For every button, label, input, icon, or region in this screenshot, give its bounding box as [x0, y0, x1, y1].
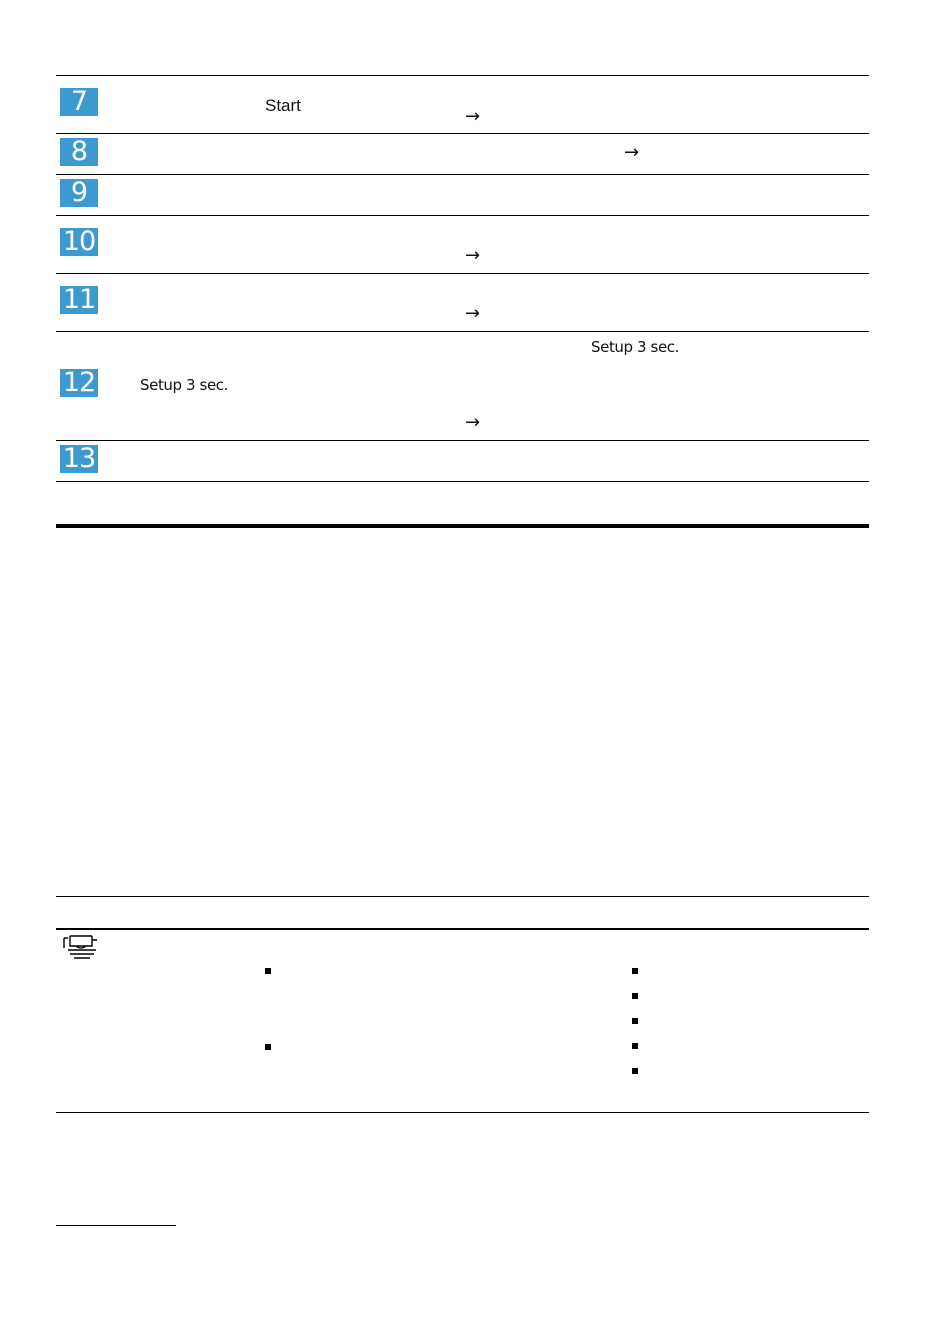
table-rule	[56, 440, 869, 441]
list-bullet	[265, 968, 271, 974]
list-bullet	[632, 1043, 638, 1049]
table-rule	[56, 75, 869, 76]
arrow-icon: →	[465, 245, 481, 266]
step-badge-13: 13	[60, 445, 98, 473]
list-bullet	[632, 1068, 638, 1074]
list-bullet	[632, 968, 638, 974]
setup-label: Setup 3 sec.	[140, 376, 228, 394]
table-rule	[56, 133, 869, 134]
table-rule	[56, 174, 869, 175]
arrow-icon: →	[624, 142, 640, 163]
step-badge-10: 10	[60, 228, 98, 256]
step-badge-9: 9	[60, 179, 98, 207]
dishwasher-basket-icon	[60, 932, 100, 962]
table-rule	[56, 273, 869, 274]
arrow-icon: →	[465, 106, 481, 127]
step-badge-12: 12	[60, 369, 98, 397]
footnote-rule	[56, 1225, 176, 1226]
table-rule	[56, 481, 869, 482]
start-label: Start	[265, 96, 301, 115]
table-rule	[56, 215, 869, 216]
list-bullet	[632, 993, 638, 999]
step-badge-11: 11	[60, 286, 98, 314]
table-header-rule	[56, 928, 869, 930]
list-bullet	[632, 1018, 638, 1024]
list-bullet	[265, 1044, 271, 1050]
table-rule	[56, 331, 869, 332]
step-badge-7: 7	[60, 88, 98, 116]
setup-label: Setup 3 sec.	[591, 338, 679, 356]
arrow-icon: →	[465, 412, 481, 433]
table-rule	[56, 1112, 869, 1113]
step-badge-8: 8	[60, 138, 98, 166]
table-rule	[56, 896, 869, 897]
arrow-icon: →	[465, 303, 481, 324]
section-end-rule	[56, 524, 869, 528]
